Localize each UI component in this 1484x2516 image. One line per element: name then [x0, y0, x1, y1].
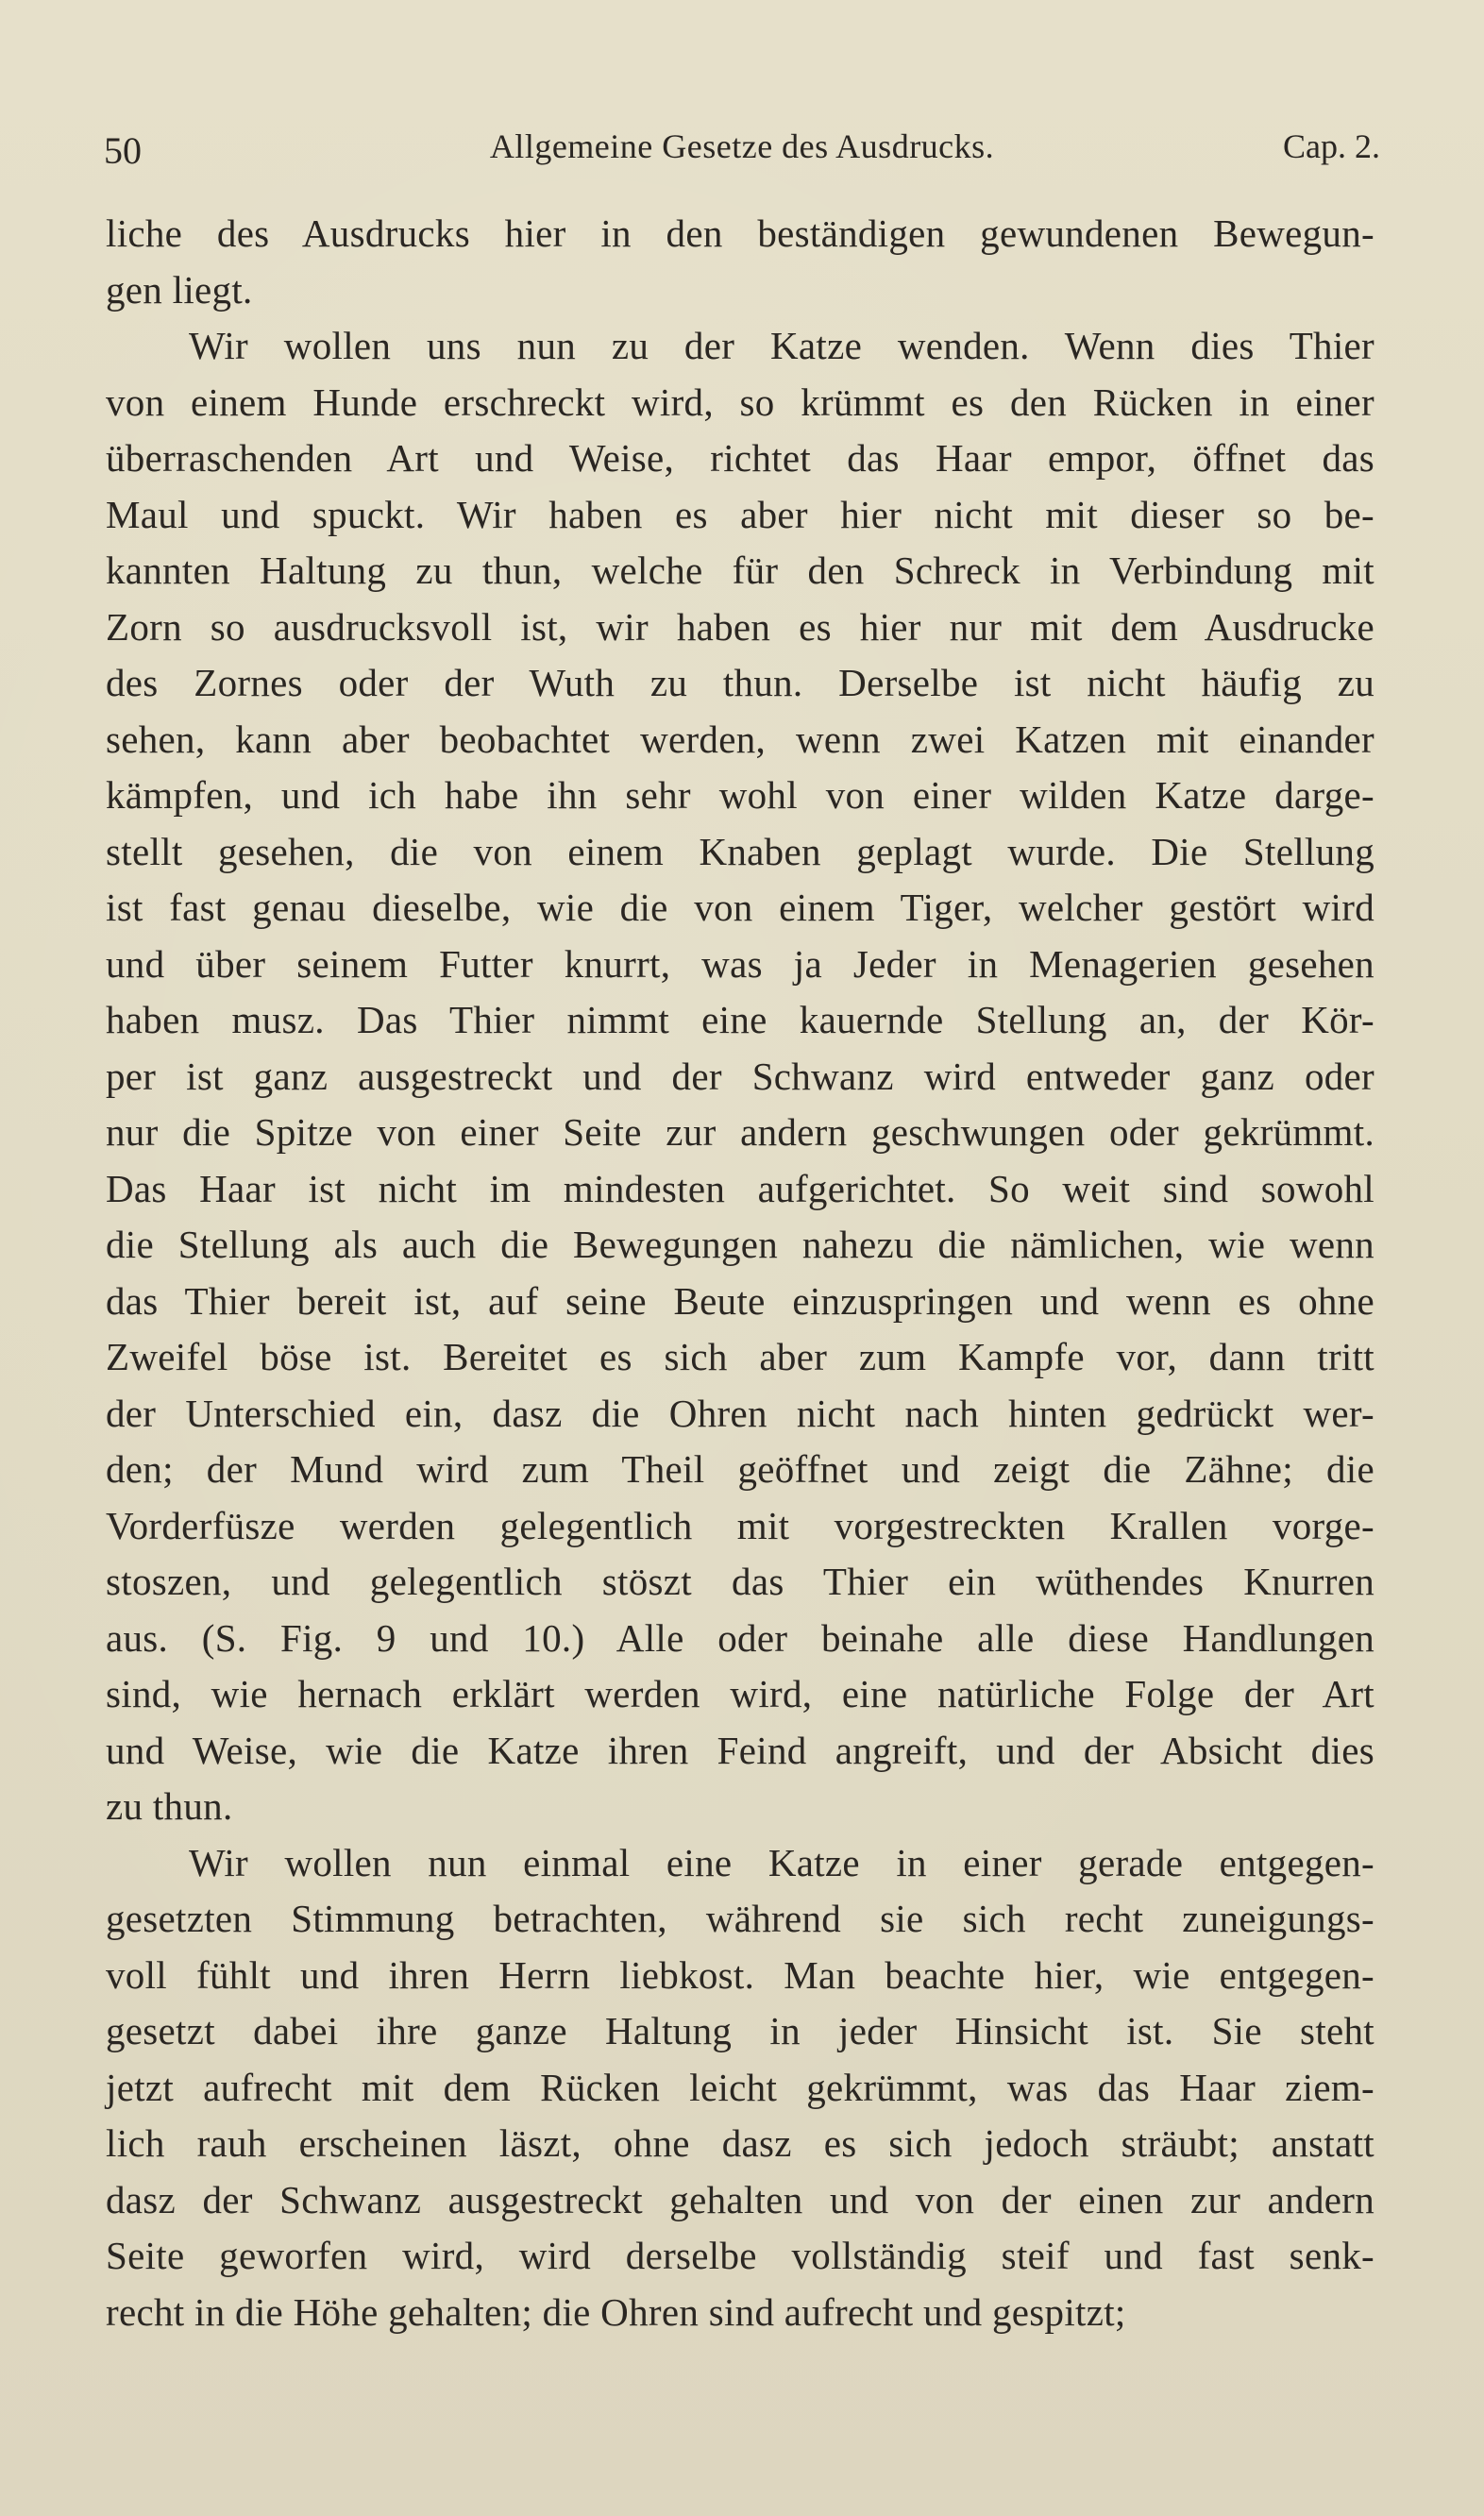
running-title: Allgemeine Gesetze des Ausdrucks. — [489, 127, 995, 165]
text-line: dasz der Schwanz ausgestreckt gehalten und von der einen zur andern — [106, 2177, 1374, 2221]
text-line: Wir wollen nun einmal eine Katze in einer gerade entgegen- — [189, 1840, 1374, 1884]
page-header — [104, 121, 1380, 177]
text-line: und Weise, wie die Katze ihren Feind angreift, und der Absicht dies — [106, 1728, 1374, 1772]
text-line: gesetzt dabei ihre ganze Haltung in jeder Hinsicht ist. Sie steht — [106, 2009, 1374, 2052]
text-line: ist fast genau dieselbe, wie die von einem Tiger, welcher gestört wird — [106, 886, 1374, 929]
text-line: überraschenden Art und Weise, richtet das Haar empor, öffnet das — [106, 436, 1374, 480]
paragraph — [106, 318, 1374, 1835]
page-number: 50 — [104, 129, 142, 172]
body-text — [106, 206, 1374, 2340]
text-line: das Thier bereit ist, auf seine Beute einzuspringen und wenn es ohne — [106, 1278, 1374, 1323]
text-line: Das Haar ist nicht im mindesten aufgerichtet. So weit sind sowohl — [106, 1166, 1374, 1210]
paragraph — [106, 206, 1374, 318]
text-line: zu thun. — [106, 1784, 233, 1828]
text-line: sind, wie hernach erklärt werden wird, eine natürliche Folge der Art — [106, 1672, 1374, 1715]
text-line: die Stellung als auch die Bewegungen nahezu die nämlichen, wie wenn — [106, 1223, 1374, 1266]
chapter-label: Cap. 2. — [1283, 127, 1380, 165]
text-line: sehen, kann aber beobachtet werden, wenn zwei Katzen mit einander — [106, 717, 1374, 761]
text-line: Vorderfüsze werden gelegentlich mit vorgestreckten Krallen vorge- — [106, 1503, 1374, 1547]
text-line: der Unterschied ein, dasz die Ohren nicht nach hinten gedrückt wer- — [106, 1391, 1374, 1435]
text-line: nur die Spitze von einer Seite zur andern geschwungen oder gekrümmt. — [106, 1110, 1374, 1154]
text-line: von einem Hunde erschreckt wird, so krümmt es den Rücken in einer — [106, 380, 1374, 424]
text-line: Maul und spuckt. Wir haben es aber hier nicht mit dieser so be- — [106, 492, 1374, 536]
paragraph — [106, 1835, 1374, 2341]
text-line: haben musz. Das Thier nimmt eine kauernde Stellung an, der Kör- — [106, 998, 1374, 1041]
text-line: jetzt aufrecht mit dem Rücken leicht gekrümmt, was das Haar ziem- — [106, 2065, 1374, 2109]
text-line: gesetzten Stimmung betrachten, während sie sich recht zuneigungs- — [106, 1897, 1374, 1940]
text-line: den; der Mund wird zum Theil geöffnet und zeigt die Zähne; die — [106, 1447, 1374, 1491]
text-line: Seite geworfen wird, wird derselbe vollständig steif und fast senk- — [106, 2234, 1374, 2277]
text-line: Zweifel böse ist. Bereitet es sich aber zum Kampfe vor, dann tritt — [106, 1335, 1374, 1378]
text-line: lich rauh erscheinen läszt, ohne dasz es sich jedoch sträubt; anstatt — [106, 2121, 1374, 2165]
text-line: voll fühlt und ihren Herrn liebkost. Man beachte hier, wie entgegen- — [106, 1952, 1374, 1997]
text-line: recht in die Höhe gehalten; die Ohren sind aufrecht und gespitzt; — [106, 2289, 1126, 2334]
text-line: kannten Haltung zu thun, welche für den Schreck in Verbindung mit — [106, 549, 1374, 592]
text-line: aus. (S. Fig. 9 und 10.) Alle oder beinahe alle diese Handlungen — [106, 1615, 1374, 1660]
text-line: Zorn so ausdrucksvoll ist, wir haben es hier nur mit dem Ausdrucke — [106, 604, 1374, 649]
text-line: gen liegt. — [106, 267, 253, 312]
text-line: Wir wollen uns nun zu der Katze wenden. Wenn dies Thier — [189, 324, 1374, 367]
text-line: und über seinem Futter knurrt, was ja Jeder in Menagerien gesehen — [106, 941, 1374, 986]
text-line: des Zornes oder der Wuth zu thun. Derselbe ist nicht häufig zu — [106, 661, 1374, 704]
text-line: stellt gesehen, die von einem Knaben geplagt wurde. Die Stellung — [106, 829, 1374, 873]
text-line: liche des Ausdrucks hier in den beständigen gewundenen Bewegun- — [106, 211, 1374, 255]
text-line: kämpfen, und ich habe ihn sehr wohl von einer wilden Katze darge- — [106, 773, 1374, 817]
text-line: per ist ganz ausgestreckt und der Schwanz wird entweder ganz oder — [106, 1054, 1374, 1098]
text-line: stoszen, und gelegentlich stöszt das Thier ein wüthendes Knurren — [106, 1560, 1374, 1603]
